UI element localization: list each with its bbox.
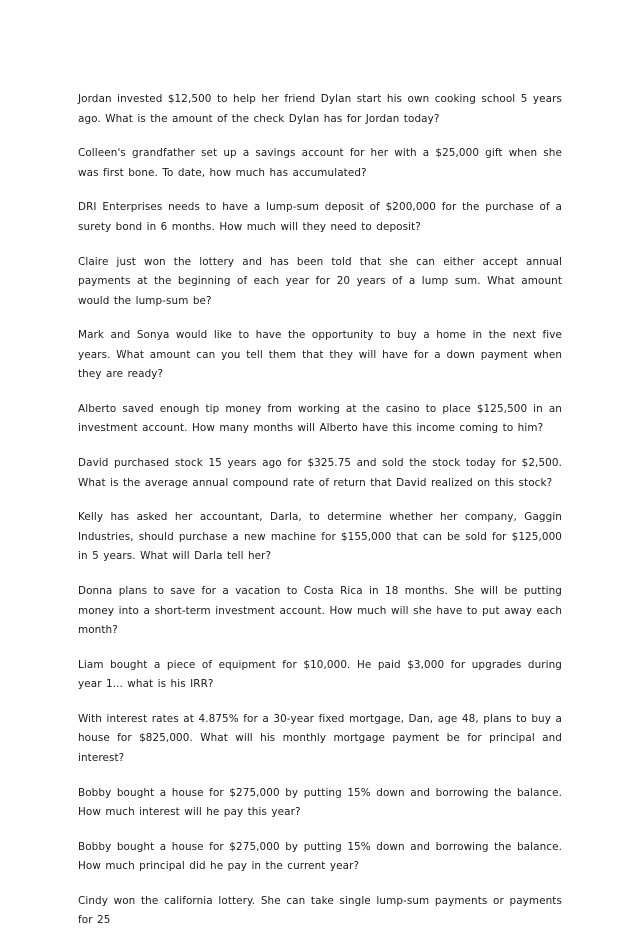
paragraph-8: Kelly has asked her accountant, Darla, to determine whether her company, Gaggin Industries, should purchase a new machine for $155,000 that can be sold for $125,000 in 5 years. What will Darla tell her? — [78, 511, 562, 563]
paragraph-3: DRI Enterprises needs to have a lump-sum deposit of $200,000 for the purchase of a surety bond in 6 months. How much will they need to deposit? — [78, 201, 562, 233]
document-body — [78, 90, 562, 946]
paragraph-5: Mark and Sonya would like to have the opportunity to buy a home in the next five years. What amount can you tell them that they will have for a down payment when they are ready? — [78, 329, 562, 381]
paragraph-12: Bobby bought a house for $275,000 by putting 15% down and borrowing the balance. How much interest will he pay this year? — [78, 786, 562, 819]
paragraph-13: Bobby bought a house for $275,000 by putting 15% down and borrowing the balance. How much principal did he pay in the current year? — [78, 840, 562, 873]
paragraph-9: Donna plans to save for a vacation to Costa Rica in 18 months. She will be putting money into a short-term investment account. How much will she have to put away each month? — [78, 585, 562, 636]
paragraph-10: Liam bought a piece of equipment for $10,000. He paid $3,000 for upgrades during year 1... what is his IRR? — [78, 658, 562, 691]
paragraph-7: David purchased stock 15 years ago for $325.75 and sold the stock today for $2,500. What is the average annual compound rate of return that David realized on this stock? — [78, 457, 562, 489]
paragraph-2: Colleen's grandfather set up a savings account for her with a $25,000 gift when she was first bone. To date, how much has accumulated? — [78, 147, 562, 179]
paragraph-1: Jordan invested $12,500 to help her friend Dylan start his own cooking school 5 years ago. What is the amount of the check Dylan has for Jordan today? — [78, 93, 562, 125]
paragraph-4: Claire just won the lottery and has been told that she can either accept annual payments at the beginning of each year for 20 years of a lump sum. What amount would the lump-sum be? — [78, 255, 562, 307]
paragraph-11: With interest rates at 4.875% for a 30-year fixed mortgage, Dan, age 48, plans to buy a house for $825,000. What will his monthly mortgage payment be for principal and interest? — [78, 712, 562, 764]
paragraph-6: Alberto saved enough tip money from working at the casino to place $125,500 in an investment account. How many months will Alberto have this income coming to him? — [78, 402, 562, 435]
paragraph-14: Cindy won the california lottery. She can take single lump-sum payments or payments for 25 — [78, 894, 562, 927]
